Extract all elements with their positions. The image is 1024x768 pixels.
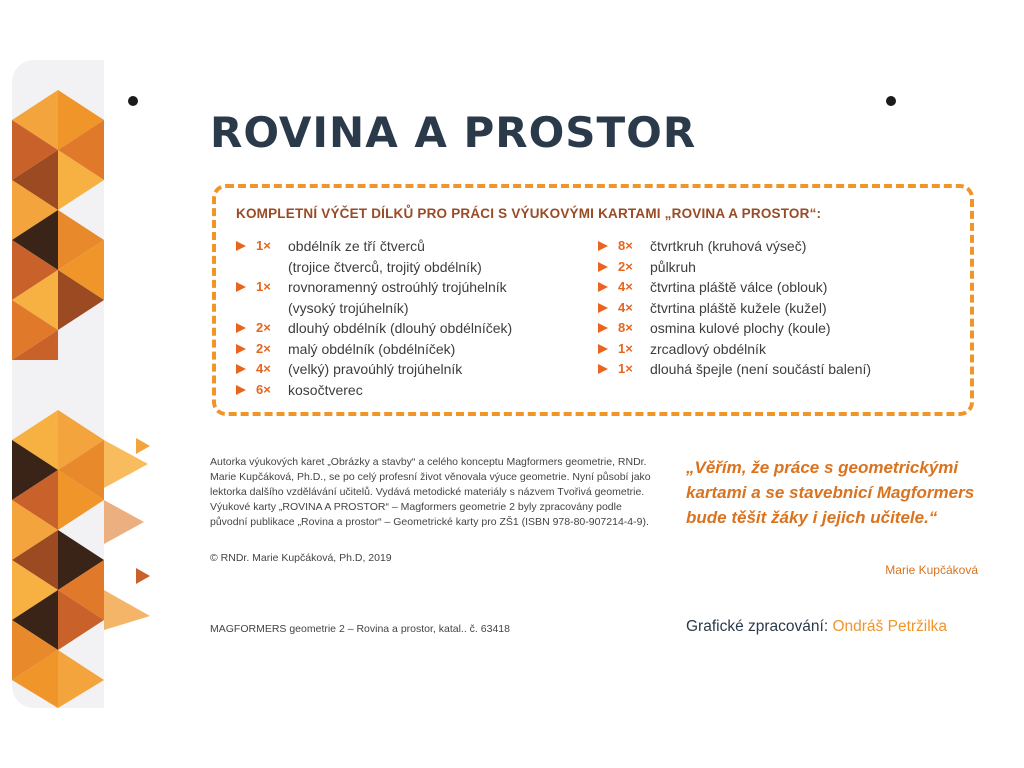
item-quantity: 2× — [618, 258, 633, 274]
bullet-triangle-icon — [236, 323, 246, 333]
bullet-triangle-icon — [236, 385, 246, 395]
triangle-pattern — [12, 60, 104, 708]
item-label: obdélník ze tří čtverců — [288, 238, 425, 254]
author-description: Autorka výukových karet „Obrázky a stavby“ a celého konceptu Magformers geometrie, RNDr. Marie Kupčáková, Ph.D., se po celý profesní život věnovala výuce geometrie. Nyní působí jako lektorka dalšího vzdělávání učitelů. Vydává metodické materiály s názvem Tvořivá geometrie. Výukové karty „ROVINA A PROSTOR“ – Magformers geometrie 2 byly zpracovány podle původní publikace „Rovina a prostor“ – Geometrické karty pro ZŠ1 (ISBN 978-80-907214-4-9). — [210, 456, 651, 528]
item-label-continued: (vysoký trojúhelník) — [288, 299, 409, 316]
item-label: půlkruh — [650, 258, 696, 275]
item-label-continued: (trojice čtverců, trojitý obdélník) — [288, 258, 482, 275]
item-quantity: 1× — [256, 238, 271, 253]
item-quantity: 1× — [618, 361, 633, 376]
quote-author: Marie Kupčáková — [885, 563, 978, 577]
graphics-credit-label: Grafické zpracování: — [686, 618, 829, 635]
bullet-triangle-icon — [236, 282, 246, 292]
item-label: čtvrtkruh (kruhová výseč) — [650, 238, 807, 254]
author-quote: „Věřím, že práce s geometrickými kartami a se stavebnicí Magformers bude těšit žáky i jejich učitele.“ — [686, 458, 975, 527]
bullet-triangle-icon — [598, 262, 608, 272]
bullet-triangle-icon — [598, 344, 608, 354]
parts-list-heading: KOMPLETNÍ VÝČET DÍLKŮ PRO PRÁCI S VÝUKOVÝMI KARTAMI „ROVINA A PROSTOR“: — [236, 206, 822, 221]
item-label: malý obdélník (obdélníček) — [288, 340, 456, 357]
item-quantity: 1× — [256, 279, 271, 294]
bullet-triangle-icon — [236, 364, 246, 374]
item-label: osmina kulové plochy (koule) — [650, 320, 831, 336]
graphics-credit-name: Ondráš Petržilka — [832, 618, 948, 635]
decorative-triangle-strip — [12, 60, 104, 708]
floating-triangles — [104, 430, 164, 630]
page-title: ROVINA A PROSTOR — [210, 108, 697, 157]
bullet-triangle-icon — [598, 364, 608, 374]
bullet-triangle-icon — [598, 303, 608, 313]
product-catalog-line: MAGFORMERS geometrie 2 – Rovina a prostor, katal.. č. 63418 — [210, 623, 510, 635]
item-quantity: 2× — [256, 340, 271, 356]
bullet-triangle-icon — [598, 282, 608, 292]
item-quantity: 4× — [256, 361, 271, 376]
item-quantity: 8× — [618, 238, 633, 253]
item-label: dlouhý obdélník (dlouhý obdélníček) — [288, 320, 513, 336]
item-label: kosočtverec — [288, 381, 363, 398]
item-label: čtvrtina pláště kužele (kužel) — [650, 299, 827, 316]
bullet-triangle-icon — [236, 344, 246, 354]
item-label: (velký) pravoúhlý trojúhelník — [288, 361, 463, 377]
bullet-triangle-icon — [598, 323, 608, 333]
bullet-triangle-icon — [236, 241, 246, 251]
item-quantity: 1× — [618, 340, 633, 356]
item-quantity: 2× — [256, 320, 271, 335]
item-label: čtvrtina pláště válce (oblouk) — [650, 279, 828, 295]
copyright-notice: © RNDr. Marie Kupčáková, Ph.D, 2019 — [210, 552, 392, 564]
item-label: dlouhá špejle (není součástí balení) — [650, 361, 872, 377]
item-label: rovnoramenný ostroúhlý trojúhelník — [288, 279, 507, 295]
graphics-credit — [686, 618, 947, 636]
item-quantity: 4× — [618, 279, 633, 294]
punch-hole-left — [128, 96, 138, 106]
item-quantity: 8× — [618, 320, 633, 335]
punch-hole-right — [886, 96, 896, 106]
bullet-triangle-icon — [598, 241, 608, 251]
item-quantity: 6× — [256, 381, 271, 397]
item-quantity: 4× — [618, 299, 633, 315]
item-label: zrcadlový obdélník — [650, 340, 766, 357]
